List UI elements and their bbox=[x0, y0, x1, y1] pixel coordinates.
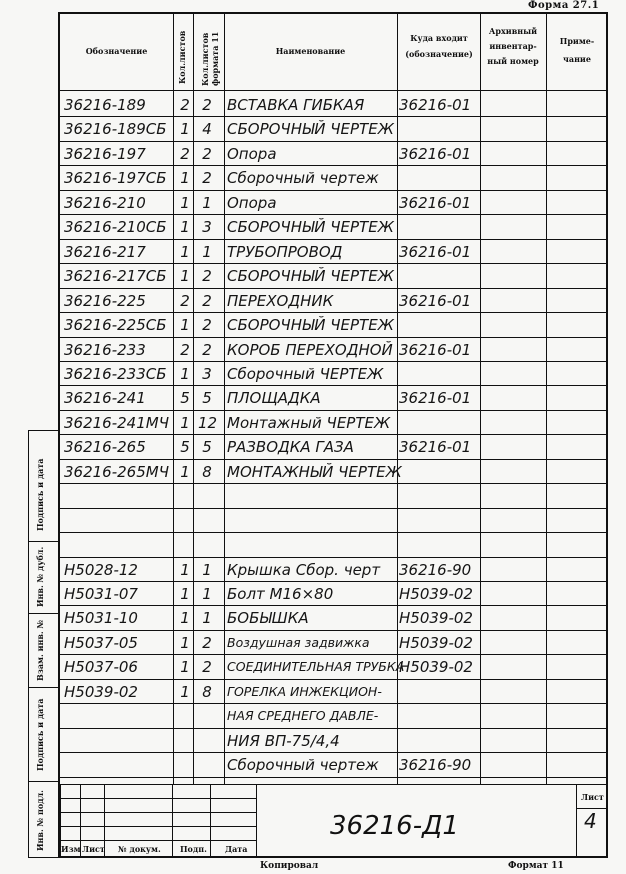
row-designation: 36216-189 bbox=[64, 96, 146, 114]
row-where-used: 36216-01 bbox=[399, 340, 472, 359]
stamp-sheet-number: 4 bbox=[584, 809, 597, 833]
stamp-sheet-caption: Лист bbox=[581, 792, 604, 802]
row-designation: 36216-210СБ bbox=[64, 218, 167, 237]
row-format: 2 bbox=[202, 340, 212, 359]
stamp-doc: № докум. bbox=[118, 844, 161, 854]
row-designation: 36216-189СБ bbox=[64, 120, 167, 139]
row-format: 2 bbox=[202, 658, 212, 677]
row-name: Сборочный чертеж bbox=[227, 169, 379, 188]
row-format: 8 bbox=[202, 462, 212, 481]
stamp-izm: Изм bbox=[61, 844, 81, 854]
row-sheets: 1 bbox=[180, 364, 190, 383]
row-sheets: 1 bbox=[180, 560, 190, 579]
row-where-used: 36216-01 bbox=[399, 291, 472, 310]
row-format: 2 bbox=[202, 316, 212, 335]
row-name: ГОРЕЛКА ИНЖЕКЦИОН- bbox=[227, 683, 382, 699]
row-name: ПЕРЕХОДНИК bbox=[227, 291, 334, 310]
row-format: 12 bbox=[198, 413, 218, 432]
row-name: Опора bbox=[227, 193, 277, 212]
row-name: КОРОБ ПЕРЕХОДНОЙ bbox=[227, 340, 393, 359]
row-sheets: 1 bbox=[180, 193, 190, 212]
stamp-list: Лист bbox=[82, 844, 105, 854]
stamp-date: Дата bbox=[225, 844, 248, 854]
form-label: Форма 27.1 bbox=[528, 0, 600, 11]
row-where-used: 36216-01 bbox=[399, 438, 472, 457]
side-label-orig-inv: Инв. № подл. bbox=[35, 790, 45, 851]
row-name: РАЗВОДКА ГАЗА bbox=[227, 438, 354, 457]
row-designation: Н5028-12 bbox=[64, 560, 138, 579]
row-name: ТРУБОПРОВОД bbox=[227, 242, 343, 261]
side-label-replace-inv: Взам. инв. № bbox=[35, 619, 45, 681]
row-name: Болт М16×80 bbox=[227, 585, 334, 603]
row-designation: 36216-265МЧ bbox=[64, 462, 169, 481]
row-where-used: 36216-01 bbox=[399, 96, 472, 114]
row-format: 4 bbox=[202, 120, 212, 139]
specification-sheet bbox=[58, 12, 608, 858]
header-archive: Архивный инвентар-ный номер bbox=[487, 26, 539, 66]
row-designation: 36216-233СБ bbox=[64, 364, 167, 383]
row-sheets: 2 bbox=[180, 96, 190, 114]
row-designation: 36216-265 bbox=[64, 438, 146, 457]
row-name: МОНТАЖНЫЙ ЧЕРТЕЖ bbox=[227, 462, 402, 481]
row-name: Опора bbox=[227, 144, 277, 163]
row-format: 2 bbox=[202, 633, 212, 652]
row-designation: 36216-241 bbox=[64, 389, 146, 408]
row-designation: 36216-217 bbox=[64, 242, 146, 261]
row-format: 3 bbox=[202, 218, 212, 237]
row-sheets: 1 bbox=[180, 242, 190, 261]
row-designation: 36216-197 bbox=[64, 144, 146, 163]
header-name: Наименование bbox=[275, 46, 346, 56]
row-designation: Н5037-06 bbox=[64, 658, 138, 677]
row-name: Крышка Сбор. черт bbox=[227, 560, 381, 579]
row-sheets: 1 bbox=[180, 585, 190, 603]
row-name: СОЕДИНИТЕЛЬНАЯ ТРУБКА bbox=[227, 659, 405, 675]
row-format: 2 bbox=[202, 291, 212, 310]
header-where-used: Куда входит (обозначение) bbox=[405, 33, 473, 59]
row-name: СБОРОЧНЫЙ ЧЕРТЕЖ bbox=[227, 267, 394, 286]
header-sheets: Кол.листов bbox=[177, 30, 187, 84]
row-name: Сборочный чертеж bbox=[227, 756, 379, 775]
row-sheets: 1 bbox=[180, 462, 190, 481]
row-designation: Н5039-02 bbox=[64, 682, 138, 701]
row-name: ВСТАВКА ГИБКАЯ bbox=[227, 96, 365, 114]
row-format: 2 bbox=[202, 169, 212, 188]
row-name: Воздушная задвижка bbox=[227, 634, 370, 650]
footer-format: Формат 11 bbox=[508, 861, 564, 871]
row-designation: 36216-197СБ bbox=[64, 169, 167, 188]
row-where-used: Н5039-02 bbox=[399, 658, 473, 677]
side-label-sign-date-1: Подпись и дата bbox=[35, 458, 45, 531]
row-sheets: 2 bbox=[180, 340, 190, 359]
row-designation: 36216-225СБ bbox=[64, 316, 167, 335]
row-format: 8 bbox=[202, 682, 212, 701]
row-sheets: 1 bbox=[180, 218, 190, 237]
footer-copied: Копировал bbox=[260, 861, 319, 871]
row-sheets: 2 bbox=[180, 291, 190, 310]
row-sheets: 1 bbox=[180, 169, 190, 188]
row-name: Сборочный ЧЕРТЕЖ bbox=[227, 364, 384, 383]
row-designation: 36216-233 bbox=[64, 340, 146, 359]
row-sheets: 1 bbox=[180, 682, 190, 701]
row-designation: 36216-225 bbox=[64, 291, 146, 310]
side-strip bbox=[28, 430, 60, 858]
row-name: Монтажный ЧЕРТЕЖ bbox=[227, 413, 391, 432]
row-designation: Н5037-05 bbox=[64, 633, 138, 652]
row-format: 3 bbox=[202, 364, 212, 383]
row-designation: Н5031-10 bbox=[64, 609, 138, 628]
row-name: СБОРОЧНЫЙ ЧЕРТЕЖ bbox=[227, 316, 394, 335]
side-label-dup-inv: Инв. № дубл. bbox=[35, 546, 45, 607]
row-designation: 36216-241МЧ bbox=[64, 413, 169, 432]
row-where-used: Н5039-02 bbox=[399, 585, 473, 603]
row-where-used: 36216-90 bbox=[399, 756, 472, 775]
row-name: ПЛОЩАДКА bbox=[227, 389, 321, 408]
row-designation: 36216-217СБ bbox=[64, 267, 167, 286]
row-where-used: 36216-01 bbox=[399, 389, 472, 408]
row-sheets: 1 bbox=[180, 120, 190, 139]
row-format: 2 bbox=[202, 96, 212, 114]
row-name: БОБЫШКА bbox=[227, 609, 309, 628]
row-format: 2 bbox=[202, 267, 212, 286]
header-note: Приме-чание bbox=[559, 36, 595, 64]
row-format: 1 bbox=[202, 193, 212, 212]
header-format-sheets: Кол.листов формата 11 bbox=[200, 31, 220, 86]
row-format: 2 bbox=[202, 144, 212, 163]
row-sheets: 2 bbox=[180, 144, 190, 163]
row-where-used: 36216-01 bbox=[399, 193, 472, 212]
row-sheets: 5 bbox=[180, 438, 190, 457]
row-format: 1 bbox=[202, 609, 212, 628]
row-format: 5 bbox=[202, 438, 212, 457]
row-sheets: 1 bbox=[180, 633, 190, 652]
row-sheets: 5 bbox=[180, 389, 190, 408]
row-format: 1 bbox=[202, 560, 212, 579]
row-name: СБОРОЧНЫЙ ЧЕРТЕЖ bbox=[227, 120, 394, 139]
document-number: 36216-Д1 bbox=[330, 811, 459, 841]
row-where-used: 36216-01 bbox=[399, 242, 472, 261]
row-designation: 36216-210 bbox=[64, 193, 146, 212]
row-where-used: Н5039-02 bbox=[399, 609, 473, 628]
stamp-podp: Подп. bbox=[180, 844, 207, 854]
row-name: СБОРОЧНЫЙ ЧЕРТЕЖ bbox=[227, 218, 394, 237]
row-sheets: 1 bbox=[180, 316, 190, 335]
row-designation: Н5031-07 bbox=[64, 585, 138, 603]
side-label-sign-date-2: Подпись и дата bbox=[35, 698, 45, 771]
row-where-used: 36216-90 bbox=[399, 560, 472, 579]
row-format: 5 bbox=[202, 389, 212, 408]
row-sheets: 1 bbox=[180, 267, 190, 286]
row-where-used: 36216-01 bbox=[399, 144, 472, 163]
row-sheets: 1 bbox=[180, 658, 190, 677]
header-designation: Обозначение bbox=[85, 46, 148, 56]
row-name: НАЯ СРЕДНЕГО ДАВЛЕ- bbox=[227, 708, 379, 724]
row-sheets: 1 bbox=[180, 413, 190, 432]
row-format: 1 bbox=[202, 242, 212, 261]
row-format: 1 bbox=[202, 585, 212, 603]
row-name: НИЯ ВП-75/4,4 bbox=[227, 731, 340, 750]
row-sheets: 1 bbox=[180, 609, 190, 628]
row-where-used: Н5039-02 bbox=[399, 633, 473, 652]
